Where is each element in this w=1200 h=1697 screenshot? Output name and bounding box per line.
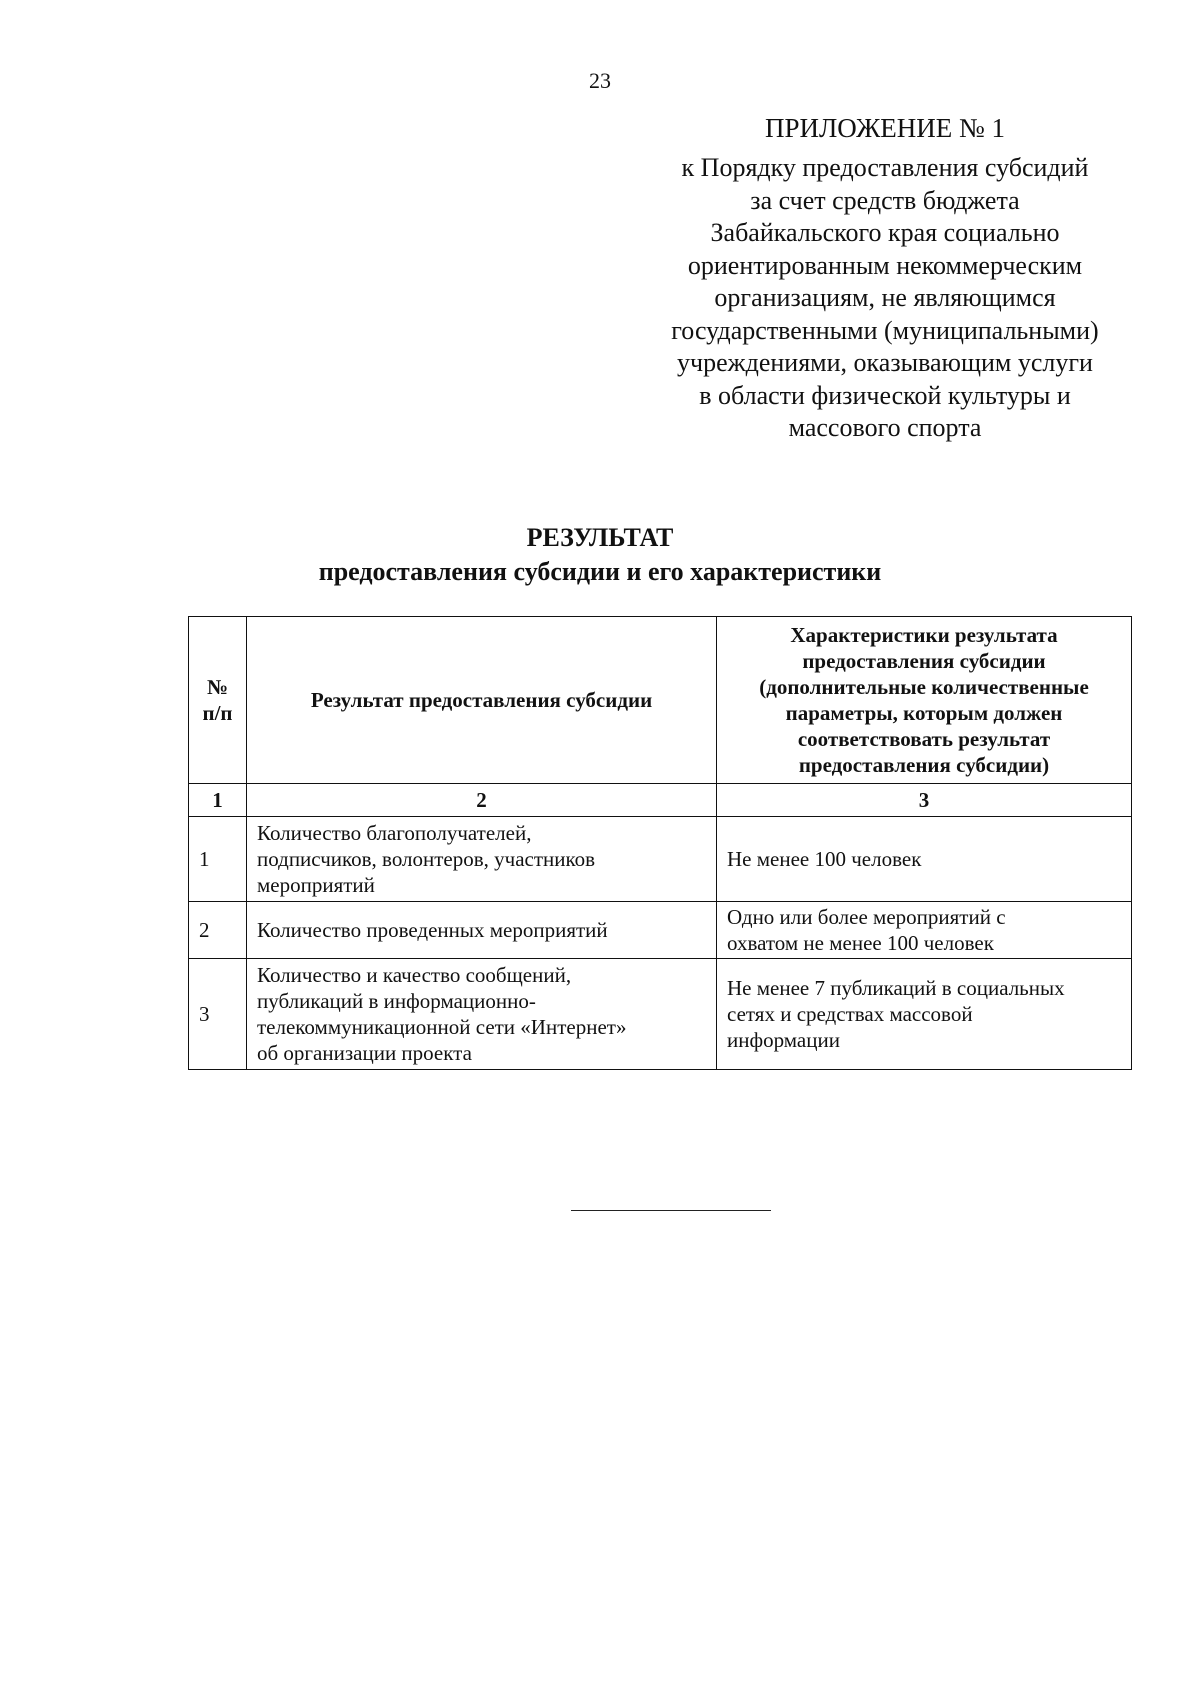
- appendix-caption-line: массового спорта: [788, 413, 982, 442]
- cell-line: Не менее 100 человек: [727, 847, 922, 871]
- appendix-caption-line: Забайкальского края социально: [710, 218, 1060, 247]
- cell-line: об организации проекта: [257, 1041, 472, 1065]
- appendix-caption-line: за счет средств бюджета: [750, 185, 1020, 215]
- header-characteristics-line: (дополнительные количественные: [759, 675, 1089, 699]
- cell-line: Количество благополучателей,: [257, 821, 532, 845]
- page-number: 23: [589, 68, 611, 93]
- table-row: [189, 817, 1132, 902]
- appendix-title: ПРИЛОЖЕНИЕ № 1: [764, 113, 1006, 143]
- characteristic-cell: [717, 902, 1132, 959]
- table-row: [189, 902, 1132, 959]
- header-num-line: №: [206, 675, 229, 699]
- appendix-caption: [660, 152, 1110, 445]
- document-heading: [0, 521, 1200, 589]
- appendix-block: [660, 112, 1110, 445]
- appendix-caption-line: учреждениями, оказывающим услуги: [677, 348, 1093, 377]
- characteristic-cell: [717, 817, 1132, 902]
- cell-line: телекоммуникационной сети «Интернет»: [257, 1015, 627, 1039]
- header-characteristics-line: Характеристики результата: [790, 623, 1058, 647]
- results-table: [188, 616, 1132, 1070]
- result-cell: [247, 817, 717, 902]
- cell-line: Одно или более мероприятий с: [727, 905, 1006, 929]
- row-number: 2: [189, 902, 247, 959]
- table-header-row: [189, 617, 1132, 784]
- header-characteristics-line: параметры, которым должен: [785, 701, 1063, 725]
- cell-line: охватом не менее 100 человек: [727, 931, 994, 955]
- heading-subtitle: предоставления субсидии и его характеристики: [318, 557, 882, 586]
- cell-line: сетях и средствах массовой: [727, 1002, 973, 1026]
- result-cell: [247, 959, 717, 1070]
- characteristic-cell: [717, 959, 1132, 1070]
- cell-line: информации: [727, 1028, 840, 1052]
- column-number: 1: [189, 784, 247, 817]
- cell-line: Количество проведенных мероприятий: [257, 918, 608, 942]
- heading-title: РЕЗУЛЬТАТ: [526, 523, 674, 552]
- table-row: [189, 959, 1132, 1070]
- row-number: 1: [189, 817, 247, 902]
- closing-line: [571, 1210, 771, 1211]
- row-number: 3: [189, 959, 247, 1070]
- header-num: [189, 617, 247, 784]
- cell-line: Количество и качество сообщений,: [257, 963, 572, 987]
- header-result: Результат предоставления субсидии: [247, 617, 717, 784]
- appendix-caption-line: в области физической культуры и: [699, 380, 1071, 410]
- column-number: 2: [247, 784, 717, 817]
- appendix-caption-line: к Порядку предоставления субсидий: [681, 153, 1089, 182]
- result-cell: [247, 902, 717, 959]
- appendix-caption-line: государственными (муниципальными): [671, 315, 1099, 345]
- cell-line: Не менее 7 публикаций в социальных: [727, 976, 1065, 1000]
- appendix-caption-line: ориентированным некоммерческим: [687, 250, 1083, 280]
- cell-line: публикаций в информационно-: [257, 989, 536, 1013]
- cell-line: мероприятий: [257, 873, 375, 897]
- header-characteristics-line: предоставления субсидии): [798, 753, 1050, 777]
- appendix-caption-line: организациям, не являющимся: [714, 283, 1056, 312]
- header-characteristics-line: предоставления субсидии: [802, 649, 1046, 673]
- header-num-line: п/п: [202, 701, 233, 725]
- column-number-row: [189, 784, 1132, 817]
- cell-line: подписчиков, волонтеров, участников: [257, 847, 596, 871]
- header-characteristics: [717, 617, 1132, 784]
- column-number: 3: [717, 784, 1132, 817]
- header-characteristics-line: соответствовать результат: [797, 727, 1051, 751]
